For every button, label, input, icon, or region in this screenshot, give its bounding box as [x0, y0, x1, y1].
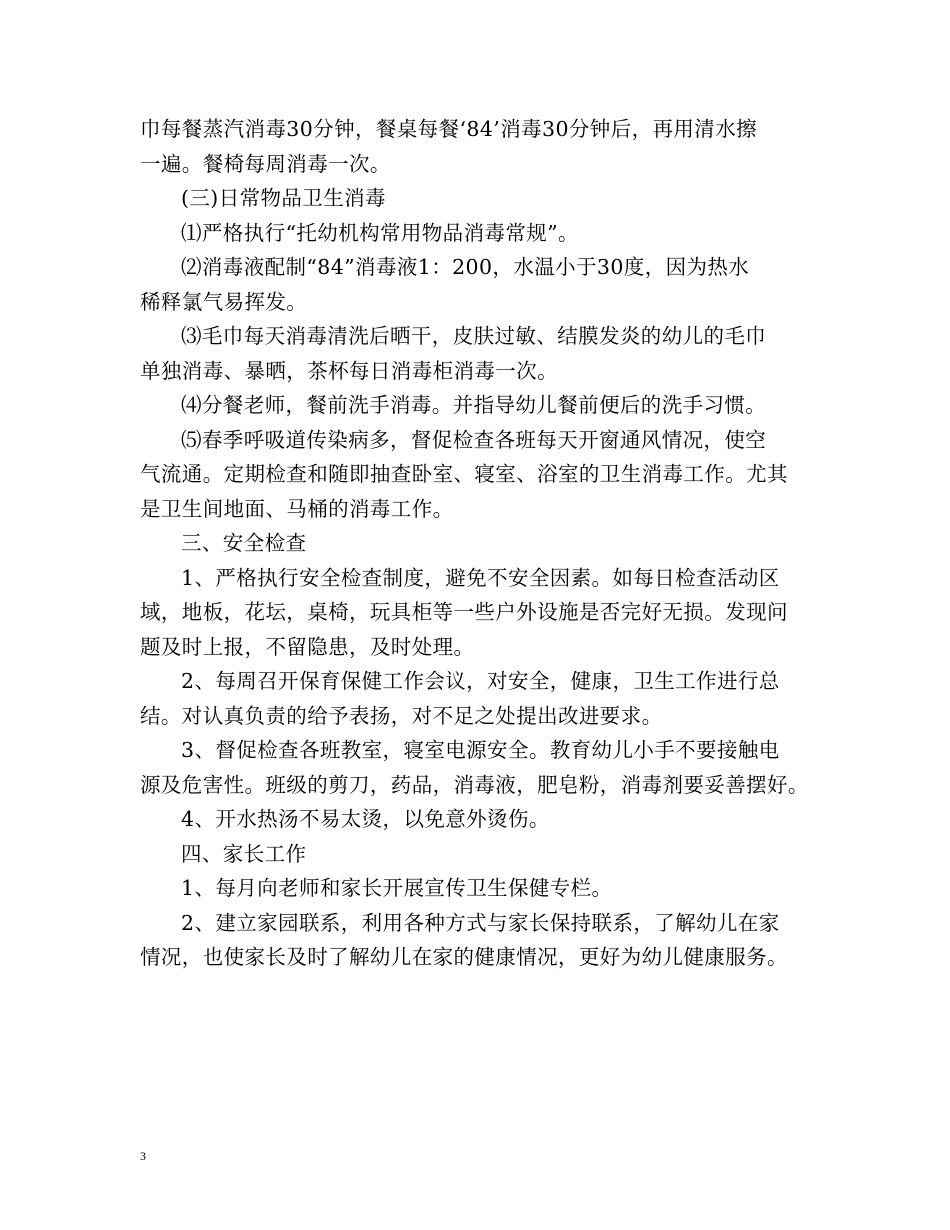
text-line: ⑴严格执行“托幼机构常用物品消毒常规”。 [181, 220, 579, 245]
text-line: 巾每餐蒸汽消毒30分钟，餐桌每餐‘84’消毒30分钟后，再用清水擦 [140, 117, 757, 141]
text-line: 题及时上报，不留隐患，及时处理。 [140, 634, 475, 659]
text-line: 域，地板，花坛，桌椅，玩具柜等一些户外设施是否完好无损。发现问 [140, 600, 788, 624]
text-line: (三)日常物品卫生消毒 [181, 186, 386, 210]
text-line: 1、每月向老师和家长开展宣传卫生保健专栏。 [181, 876, 613, 900]
text-line: ⑶毛巾每天消毒清洗后晒干，皮肤过敏、结膜发炎的幼儿的毛巾 [181, 324, 767, 348]
text-line: 三、安全检查 [181, 531, 307, 555]
text-line: ⑸春季呼吸道传染病多，督促检查各班每天开窗通风情况，使空 [181, 427, 767, 452]
text-line: 是卫生间地面、马桶的消毒工作。 [140, 496, 454, 521]
text-line: ⑵消毒液配制“84”消毒液1：200，水温小于30度，因为热水 [181, 255, 750, 279]
text-line: 2、建立家园联系，利用各种方式与家长保持联系，了解幼儿在家 [181, 910, 780, 935]
text-line: 3、督促检查各班教室，寝室电源安全。教育幼儿小手不要接触电 [181, 738, 780, 762]
text-line: 情况，也使家长及时了解幼儿在家的健康情况，更好为幼儿健康服务。 [140, 945, 788, 969]
document-body [140, 112, 830, 975]
text-line: 2、每周召开保育保健工作会议，对安全，健康，卫生工作进行总 [181, 669, 780, 693]
page-number: 3 [140, 1149, 146, 1163]
text-line: 源及危害性。班级的剪刀，药品，消毒液，肥皂粉，消毒剂要妥善摆好。 [140, 772, 809, 797]
text-line: 4、开水热汤不易太烫，以免意外烫伤。 [181, 807, 550, 831]
text-line: 1、严格执行安全检查制度，避免不安全因素。如每日检查活动区 [181, 565, 780, 590]
text-line: 稀释氯气易挥发。 [140, 289, 308, 314]
text-line: 单独消毒、暴晒，茶杯每日消毒柜消毒一次。 [140, 358, 558, 383]
text-line: 结。对认真负责的给予表扬，对不足之处提出改进要求。 [140, 703, 663, 728]
text-line: ⑷分餐老师，餐前洗手消毒。并指导幼儿餐前便后的洗手习惯。 [181, 393, 767, 417]
text-line: 四、家长工作 [181, 841, 307, 866]
text-line: 气流通。定期检查和随即抽查卧室、寝室、浴室的卫生消毒工作。尤其 [140, 462, 788, 486]
text-line: 一遍。餐椅每周消毒一次。 [140, 151, 391, 176]
